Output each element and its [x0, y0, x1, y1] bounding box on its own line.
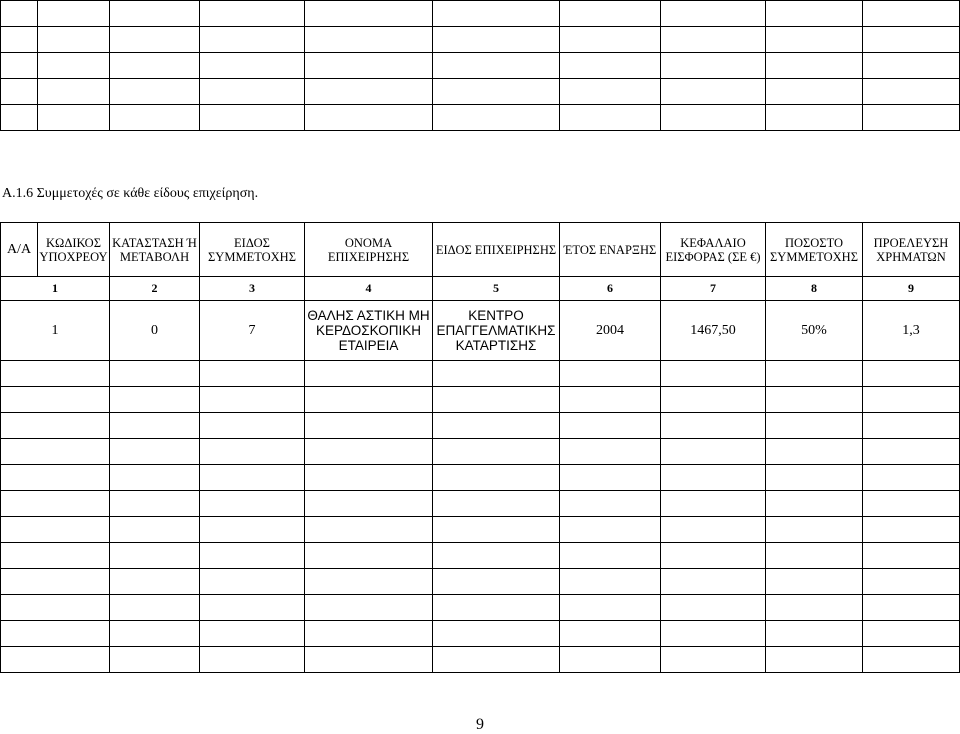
table-row [1, 569, 960, 595]
company-type-cell: ΚΕΝΤΡΟ ΕΠΑΓΓΕΛΜΑΤΙΚΗΣ ΚΑΤΑΡΤΙΣΗΣ [433, 301, 560, 361]
header-cell: Α/Α [1, 223, 38, 277]
column-number: 5 [433, 277, 560, 301]
obligor-code-cell: 0 [110, 301, 200, 361]
header-cell: ΕΙΔΟΣ ΣΥΜΜΕΤΟΧΗΣ [200, 223, 305, 277]
column-number: 3 [200, 277, 305, 301]
table-row [1, 105, 960, 131]
table-row [1, 413, 960, 439]
header-cell: ΠΡΟΕΛΕΥΣΗ ΧΡΗΜΑΤΩΝ [863, 223, 960, 277]
percentage-cell: 50% [766, 301, 863, 361]
header-cell: ΟΝΟΜΑ ΕΠΙΧΕΙΡΗΣΗΣ [305, 223, 433, 277]
column-number: 4 [305, 277, 433, 301]
header-cell: ΚΑΤΑΣΤΑΣΗ Ή ΜΕΤΑΒΟΛΗ [110, 223, 200, 277]
table-row [1, 465, 960, 491]
table-row [1, 491, 960, 517]
table-row [1, 621, 960, 647]
table-row [1, 517, 960, 543]
column-number: 9 [863, 277, 960, 301]
participations-table [0, 222, 960, 673]
table-row [1, 647, 960, 673]
column-number: 8 [766, 277, 863, 301]
table-row [1, 53, 960, 79]
start-year-cell: 2004 [560, 301, 661, 361]
header-cell: ΕΙΔΟΣ ΕΠΙΧΕΙΡΗΣΗΣ [433, 223, 560, 277]
column-number-row [1, 277, 960, 301]
previous-table-continuation [0, 0, 960, 131]
table-row [1, 387, 960, 413]
header-cell: ΚΕΦΑΛΑΙΟ ΕΙΣΦΟΡΑΣ (ΣΕ €) [661, 223, 766, 277]
header-cell: ΈΤΟΣ ΕΝΑΡΞΗΣ [560, 223, 661, 277]
table-row [1, 543, 960, 569]
table-row [1, 79, 960, 105]
table-row [1, 361, 960, 387]
funds-origin-cell: 1,3 [863, 301, 960, 361]
column-number: 7 [661, 277, 766, 301]
column-number: 6 [560, 277, 661, 301]
table-row [1, 27, 960, 53]
section-title: Α.1.6 Συμμετοχές σε κάθε είδους επιχείρηση. [2, 186, 259, 201]
header-cell: ΚΩΔΙΚΟΣ ΥΠΟΧΡΕΟΥ [38, 223, 110, 277]
company-name-cell: ΘΑΛΗΣ ΑΣΤΙΚΗ ΜΗ ΚΕΡΔΟΣΚΟΠΙΚΗ ΕΤΑΙΡΕΙΑ [305, 301, 433, 361]
table-row [1, 595, 960, 621]
status-cell: 7 [200, 301, 305, 361]
capital-cell: 1467,50 [661, 301, 766, 361]
header-cell: ΠΟΣΟΣΤΟ ΣΥΜΜΕΤΟΧΗΣ [766, 223, 863, 277]
table-row [1, 1, 960, 27]
column-number: 1 [1, 277, 110, 301]
table-row [1, 439, 960, 465]
header-row [1, 223, 960, 277]
page-number: 9 [476, 716, 484, 733]
serial-number-cell: 1 [1, 301, 110, 361]
column-number: 2 [110, 277, 200, 301]
table-row [1, 301, 960, 361]
